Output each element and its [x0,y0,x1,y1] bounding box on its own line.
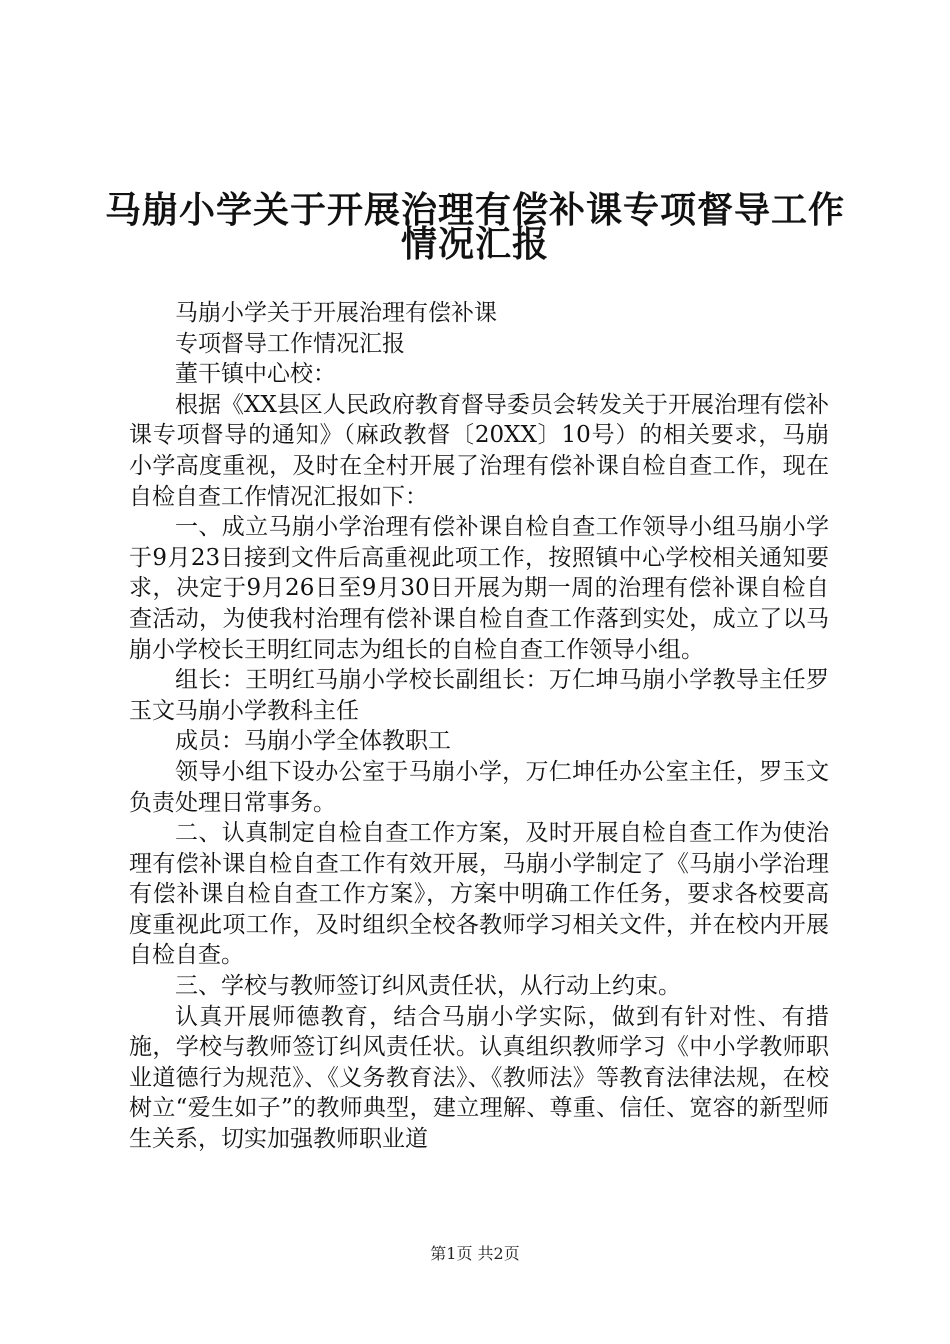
salutation: 董干镇中心校： [175,361,336,388]
page-number-footer: 第1页 共2页 [430,1244,520,1263]
paragraph: 认真开展师德教育，结合马崩小学实际，做到有针对性、有措施，学校与教师签订纠风责任状。认真组织教师学习《中小学教师职业道德行为规范》、《义务教育法》、《教师法》等教育法律法规，在校树立“爱生如子”的教师典型，建立理解、尊重、信任、宽容的新型师生关系，切实加强教师职业道 [129,1003,829,1153]
paragraph: 一、成立马崩小学治理有偿补课自检自查工作领导小组马崩小学于9月23日接到文件后高重视此项工作，按照镇中心学校相关通知要求，决定于9月26日至9月30日开展为期一周的治理有偿补课自检自查活动，为使我村治理有偿补课自检自查工作落到实处，成立了以马崩小学校长王明红同志为组长的自检自查工作领导小组。 [129,514,829,663]
paragraph: 三、学校与教师签订纠风责任状，从行动上约束。 [175,973,681,1000]
paragraph: 成员：马崩小学全体教职工 [175,728,451,755]
paragraph: 二、认真制定自检自查工作方案，及时开展自检自查工作为使治理有偿补课自检自查工作有效开展，马崩小学制定了《马崩小学治理有偿补课自检自查工作方案》，方案中明确工作任务，要求各校要高度重视此项工作，及时组织全校各教师学习相关文件，并在校内开展自检自查。 [129,820,829,969]
paragraph: 领导小组下设办公室于马崩小学，万仁坤任办公室主任，罗玉文负责处理日常事务。 [129,758,829,816]
paragraph: 马崩小学关于开展治理有偿补课 [175,300,497,326]
paragraph: 组长：王明红马崩小学校长副组长：万仁坤马崩小学教导主任罗玉文马崩小学教科主任 [129,667,829,724]
document-body [129,298,829,1155]
paragraph: 根据《XX县区人民政府教育督导委员会转发关于开展治理有偿补课专项督导的通知》（麻政教督〔20XX〕10号）的相关要求，马崩小学高度重视，及时在全村开展了治理有偿补课自检自查工作，现在自检自查工作情况汇报如下： [129,391,829,510]
document-title-line2: 情况汇报 [400,223,549,265]
document-title-line1: 马崩小学关于开展治理有偿补课专项督导工作 [104,189,845,231]
paragraph: 专项督导工作情况汇报 [175,330,405,357]
